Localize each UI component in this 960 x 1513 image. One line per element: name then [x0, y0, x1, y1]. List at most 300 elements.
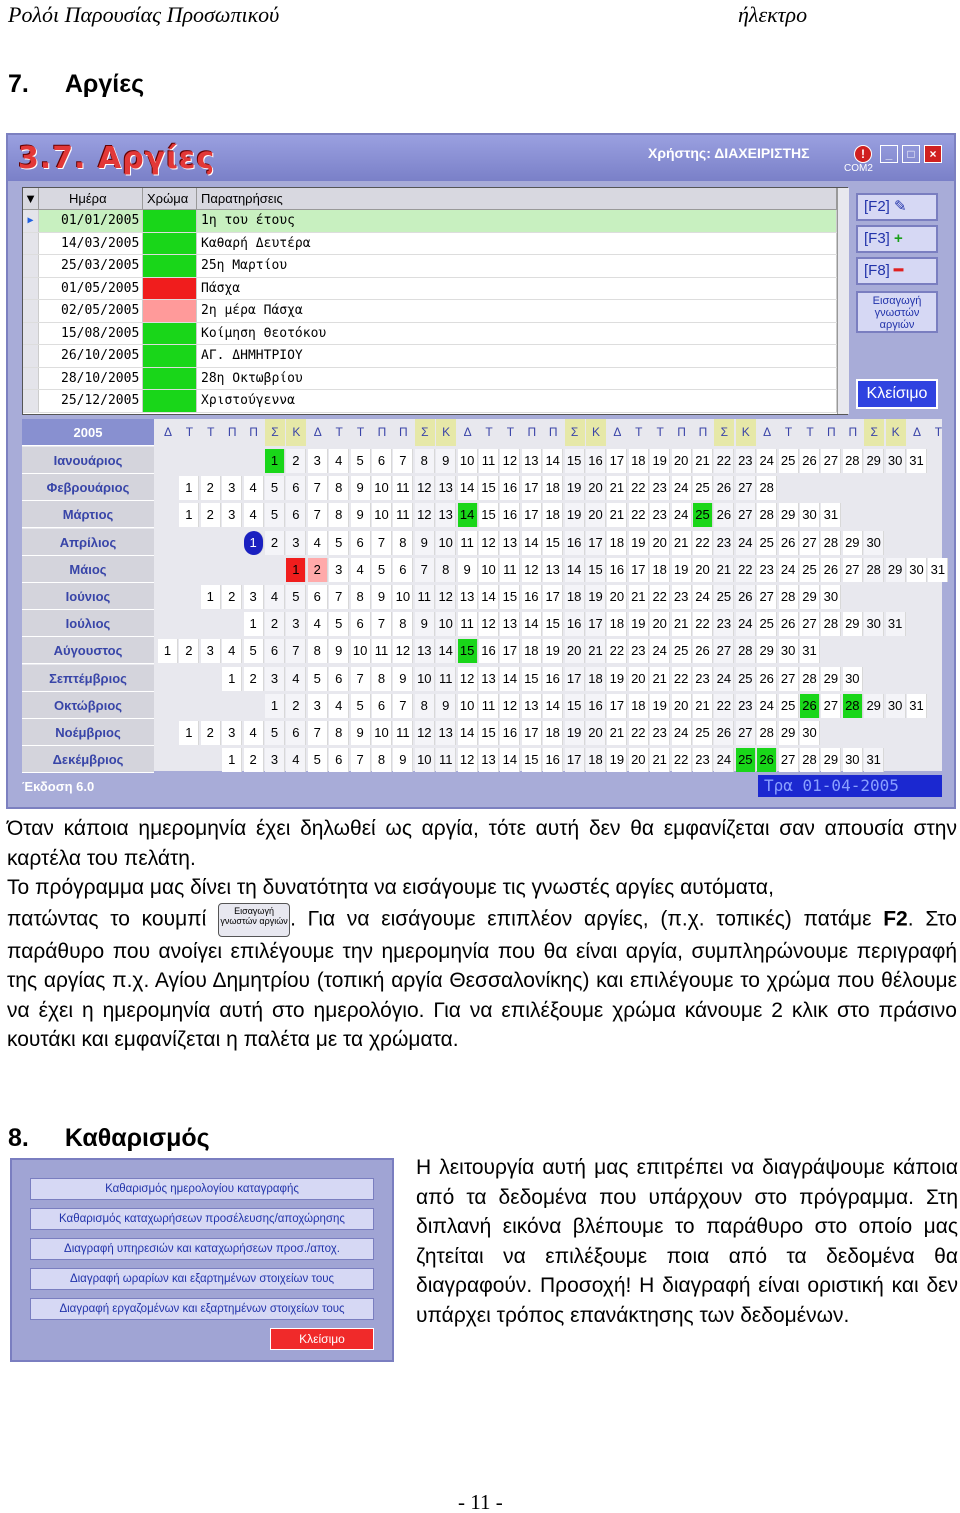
calendar-day[interactable]: 26	[779, 531, 799, 555]
delete-services-button[interactable]: Διαγραφή υπηρεσιών και καταχωρήσεων προσ./αποχ.	[30, 1238, 374, 1260]
calendar-day[interactable]: 2	[265, 612, 285, 636]
calendar-day[interactable]: 28	[800, 667, 820, 691]
table-row[interactable]	[23, 233, 847, 256]
calendar-day[interactable]: 30	[779, 639, 799, 663]
calendar-day[interactable]: 1	[222, 667, 242, 691]
calendar-day[interactable]: 19	[650, 694, 670, 718]
calendar-day[interactable]: 17	[586, 612, 606, 636]
calendar-day[interactable]: 20	[629, 748, 649, 772]
calendar-day[interactable]: 19	[607, 748, 627, 772]
calendar-day[interactable]: 7	[351, 667, 371, 691]
calendar-day[interactable]: 23	[672, 585, 692, 609]
clear-entries-button[interactable]: Καθαρισμός καταχωρήσεων προσέλευσης/αποχώρησης	[30, 1208, 374, 1230]
calendar-day[interactable]: 15	[522, 748, 542, 772]
calendar-day[interactable]: 1	[244, 531, 264, 555]
calendar-day[interactable]: 12	[458, 748, 478, 772]
delete-employees-button[interactable]: Διαγραφή εργαζομένων και εξαρτημένων στοιχείων τους	[30, 1298, 374, 1320]
calendar-day[interactable]: 12	[500, 449, 520, 473]
calendar-day[interactable]: 16	[500, 476, 520, 500]
calendar-day[interactable]: 17	[565, 748, 585, 772]
calendar-day[interactable]: 8	[372, 667, 392, 691]
calendar-day[interactable]: 29	[864, 449, 884, 473]
calendar-day[interactable]: 22	[714, 694, 734, 718]
row-selector[interactable]	[23, 323, 39, 345]
calendar-day[interactable]: 15	[586, 558, 606, 582]
calendar-day[interactable]: 13	[522, 449, 542, 473]
calendar-day[interactable]: 24	[672, 721, 692, 745]
calendar-day[interactable]: 1	[244, 612, 264, 636]
calendar-day[interactable]: 26	[736, 585, 756, 609]
calendar-day[interactable]: 22	[629, 721, 649, 745]
calendar-day[interactable]: 4	[308, 612, 328, 636]
calendar-day[interactable]: 18	[586, 667, 606, 691]
calendar-day[interactable]: 1	[265, 449, 285, 473]
calendar-day[interactable]: 8	[415, 694, 435, 718]
calendar-day[interactable]: 18	[586, 748, 606, 772]
calendar-day[interactable]: 15	[500, 585, 520, 609]
row-selector[interactable]	[23, 345, 39, 367]
calendar-day[interactable]: 30	[821, 585, 841, 609]
calendar-day[interactable]: 9	[372, 585, 392, 609]
calendar-day[interactable]: 21	[672, 531, 692, 555]
calendar-day[interactable]: 2	[244, 748, 264, 772]
calendar-day[interactable]: 23	[714, 612, 734, 636]
calendar-day[interactable]: 7	[351, 748, 371, 772]
year-selector[interactable]: 2005	[22, 419, 154, 446]
calendar-day[interactable]: 23	[736, 449, 756, 473]
calendar-day[interactable]: 13	[436, 721, 456, 745]
calendar-day[interactable]: 27	[843, 558, 863, 582]
calendar-day[interactable]: 9	[436, 449, 456, 473]
calendar-day[interactable]: 16	[500, 503, 520, 527]
calendar-day[interactable]: 21	[586, 639, 606, 663]
calendar-day[interactable]: 11	[393, 503, 413, 527]
calendar-day[interactable]: 1	[265, 694, 285, 718]
calendar-day[interactable]: 26	[693, 639, 713, 663]
calendar-day[interactable]: 5	[265, 476, 285, 500]
calendar-day[interactable]: 2	[244, 667, 264, 691]
calendar-day[interactable]: 13	[458, 585, 478, 609]
delete-button[interactable]	[856, 257, 938, 285]
calendar-day[interactable]: 14	[565, 558, 585, 582]
calendar-day[interactable]: 27	[821, 449, 841, 473]
table-row[interactable]	[23, 278, 847, 301]
calendar-day[interactable]: 5	[308, 748, 328, 772]
calendar-day[interactable]: 24	[736, 531, 756, 555]
calendar-day[interactable]: 20	[565, 639, 585, 663]
calendar-day[interactable]: 14	[522, 612, 542, 636]
calendar-day[interactable]: 11	[436, 748, 456, 772]
calendar-day[interactable]: 18	[650, 558, 670, 582]
calendar-day[interactable]: 22	[714, 449, 734, 473]
calendar-day[interactable]: 27	[800, 612, 820, 636]
calendar-day[interactable]: 17	[586, 531, 606, 555]
calendar-day[interactable]: 11	[479, 449, 499, 473]
calendar-day[interactable]: 16	[586, 449, 606, 473]
calendar-day[interactable]: 5	[244, 639, 264, 663]
calendar-day[interactable]: 7	[308, 476, 328, 500]
calendar-day[interactable]: 14	[458, 476, 478, 500]
calendar-day[interactable]: 24	[757, 694, 777, 718]
calendar-day[interactable]: 5	[308, 667, 328, 691]
calendar-day[interactable]: 6	[329, 667, 349, 691]
calendar-day[interactable]: 6	[351, 612, 371, 636]
calendar-day[interactable]: 13	[522, 694, 542, 718]
calendar-day[interactable]: 2	[286, 449, 306, 473]
calendar-day[interactable]: 4	[244, 503, 264, 527]
calendar-day[interactable]: 20	[607, 585, 627, 609]
calendar-day[interactable]: 25	[736, 667, 756, 691]
calendar-day[interactable]: 26	[757, 667, 777, 691]
calendar-day[interactable]: 8	[308, 639, 328, 663]
calendar-day[interactable]: 8	[372, 748, 392, 772]
calendar-day[interactable]: 2	[201, 476, 221, 500]
calendar-day[interactable]: 26	[757, 748, 777, 772]
calendar-day[interactable]: 6	[286, 503, 306, 527]
calendar-day[interactable]: 31	[928, 558, 948, 582]
calendar-day[interactable]: 16	[586, 694, 606, 718]
calendar-day[interactable]: 14	[500, 667, 520, 691]
calendar-day[interactable]: 18	[522, 639, 542, 663]
calendar-day[interactable]: 3	[222, 476, 242, 500]
calendar-day[interactable]: 16	[522, 585, 542, 609]
calendar-day[interactable]: 6	[372, 694, 392, 718]
calendar-day[interactable]: 22	[607, 639, 627, 663]
calendar-day[interactable]: 19	[586, 585, 606, 609]
calendar-day[interactable]: 11	[393, 721, 413, 745]
calendar-day[interactable]: 19	[565, 476, 585, 500]
calendar-day[interactable]: 30	[907, 558, 927, 582]
calendar-day[interactable]: 1	[179, 503, 199, 527]
calendar-day[interactable]: 28	[843, 449, 863, 473]
calendar-day[interactable]: 23	[693, 748, 713, 772]
calendar-day[interactable]: 16	[565, 612, 585, 636]
calendar-day[interactable]: 6	[329, 748, 349, 772]
calendar-day[interactable]: 9	[436, 694, 456, 718]
calendar-day[interactable]: 1	[158, 639, 178, 663]
calendar-day[interactable]: 29	[821, 748, 841, 772]
calendar-day[interactable]: 13	[436, 476, 456, 500]
calendar-day[interactable]: 14	[500, 748, 520, 772]
calendar-day[interactable]: 29	[821, 667, 841, 691]
calendar-day[interactable]: 5	[372, 558, 392, 582]
calendar-day[interactable]: 23	[693, 667, 713, 691]
calendar-day[interactable]: 25	[693, 721, 713, 745]
calendar-day[interactable]: 23	[757, 558, 777, 582]
calendar-day[interactable]: 4	[244, 476, 264, 500]
calendar-day[interactable]: 10	[351, 639, 371, 663]
calendar-day[interactable]: 15	[543, 612, 563, 636]
calendar-day[interactable]: 11	[393, 476, 413, 500]
calendar-day[interactable]: 3	[222, 503, 242, 527]
calendar-day[interactable]: 10	[415, 748, 435, 772]
calendar-day[interactable]: 12	[522, 558, 542, 582]
calendar-day[interactable]: 3	[308, 449, 328, 473]
calendar-day[interactable]: 17	[607, 449, 627, 473]
calendar-day[interactable]: 29	[779, 721, 799, 745]
calendar-day[interactable]: 9	[393, 667, 413, 691]
calendar-day[interactable]: 28	[757, 503, 777, 527]
calendar-day[interactable]: 24	[650, 639, 670, 663]
calendar-day[interactable]: 15	[543, 531, 563, 555]
calendar-day[interactable]: 25	[779, 449, 799, 473]
calendar-day[interactable]: 24	[693, 585, 713, 609]
maximize-icon[interactable]: □	[902, 145, 920, 163]
calendar-day[interactable]: 7	[286, 639, 306, 663]
calendar-day[interactable]: 21	[714, 558, 734, 582]
calendar-day[interactable]: 20	[586, 476, 606, 500]
calendar-day[interactable]: 6	[351, 531, 371, 555]
calendar-day[interactable]: 24	[714, 748, 734, 772]
calendar-day[interactable]: 1	[179, 476, 199, 500]
calendar-day[interactable]: 20	[672, 694, 692, 718]
column-header-color[interactable]: Χρώμα	[143, 188, 197, 209]
calendar-day[interactable]: 13	[415, 639, 435, 663]
calendar-day[interactable]: 21	[607, 476, 627, 500]
calendar-day[interactable]: 28	[821, 612, 841, 636]
calendar-day[interactable]: 21	[650, 748, 670, 772]
calendar-day[interactable]: 10	[372, 476, 392, 500]
calendar-day[interactable]: 30	[864, 531, 884, 555]
calendar-day[interactable]: 7	[372, 531, 392, 555]
calendar-day[interactable]: 13	[436, 503, 456, 527]
calendar-day[interactable]: 12	[393, 639, 413, 663]
calendar-day[interactable]: 12	[415, 476, 435, 500]
calendar-day[interactable]: 27	[757, 585, 777, 609]
cleanup-close-button[interactable]: Κλείσιμο	[270, 1328, 374, 1350]
calendar-day[interactable]: 13	[479, 748, 499, 772]
calendar-day[interactable]: 5	[351, 449, 371, 473]
table-row[interactable]	[23, 323, 847, 346]
calendar-day[interactable]: 23	[629, 639, 649, 663]
calendar-day[interactable]: 11	[415, 585, 435, 609]
calendar-day[interactable]: 30	[864, 612, 884, 636]
calendar-day[interactable]: 8	[329, 721, 349, 745]
calendar-day[interactable]: 25	[800, 558, 820, 582]
calendar-day[interactable]: 29	[864, 694, 884, 718]
calendar-day[interactable]: 2	[265, 531, 285, 555]
cell-color[interactable]	[143, 345, 197, 367]
calendar-day[interactable]: 27	[800, 531, 820, 555]
calendar-day[interactable]: 23	[736, 694, 756, 718]
sort-arrow-icon[interactable]: ▼	[23, 188, 39, 209]
calendar-day[interactable]: 4	[329, 449, 349, 473]
calendar-day[interactable]: 10	[458, 449, 478, 473]
calendar-day[interactable]: 21	[650, 667, 670, 691]
calendar-day[interactable]: 3	[222, 721, 242, 745]
calendar-day[interactable]: 20	[586, 721, 606, 745]
calendar-day[interactable]: 17	[565, 667, 585, 691]
calendar-day[interactable]: 30	[886, 449, 906, 473]
calendar-day[interactable]: 12	[479, 531, 499, 555]
calendar-day[interactable]: 27	[779, 748, 799, 772]
calendar-day[interactable]: 29	[800, 585, 820, 609]
calendar-day[interactable]: 17	[522, 721, 542, 745]
calendar-day[interactable]: 6	[308, 585, 328, 609]
row-selector[interactable]	[23, 278, 39, 300]
calendar-day[interactable]: 30	[886, 694, 906, 718]
calendar-day[interactable]: 28	[736, 639, 756, 663]
calendar-day[interactable]: 28	[757, 476, 777, 500]
calendar-day[interactable]: 12	[415, 721, 435, 745]
clear-log-button[interactable]: Καθαρισμός ημερολογίου καταγραφής	[30, 1178, 374, 1200]
calendar-day[interactable]: 26	[800, 449, 820, 473]
calendar-day[interactable]: 22	[650, 585, 670, 609]
calendar-day[interactable]: 31	[886, 612, 906, 636]
calendar-day[interactable]: 2	[201, 503, 221, 527]
calendar-day[interactable]: 3	[286, 531, 306, 555]
calendar-day[interactable]: 27	[736, 476, 756, 500]
row-selector[interactable]	[23, 300, 39, 322]
calendar-day[interactable]: 9	[393, 748, 413, 772]
calendar-day[interactable]: 29	[757, 639, 777, 663]
calendar-day[interactable]: 30	[800, 503, 820, 527]
calendar-day[interactable]: 10	[393, 585, 413, 609]
calendar-day[interactable]: 12	[479, 612, 499, 636]
calendar-day[interactable]: 25	[714, 585, 734, 609]
calendar-day[interactable]: 14	[479, 585, 499, 609]
calendar-day[interactable]: 7	[372, 612, 392, 636]
calendar-day[interactable]: 25	[779, 694, 799, 718]
table-row[interactable]	[23, 345, 847, 368]
calendar-day[interactable]: 2	[179, 639, 199, 663]
calendar-day[interactable]: 19	[607, 667, 627, 691]
calendar-day[interactable]: 6	[286, 721, 306, 745]
calendar-day[interactable]: 28	[800, 748, 820, 772]
calendar-day[interactable]: 19	[543, 639, 563, 663]
calendar-day[interactable]: 8	[351, 585, 371, 609]
calendar-day[interactable]: 11	[458, 531, 478, 555]
calendar-day[interactable]: 6	[265, 639, 285, 663]
calendar-day[interactable]: 29	[843, 612, 863, 636]
calendar-day[interactable]: 4	[222, 639, 242, 663]
calendar-day[interactable]: 15	[479, 721, 499, 745]
calendar-day[interactable]: 28	[843, 694, 863, 718]
calendar-day[interactable]: 20	[650, 531, 670, 555]
calendar-day[interactable]: 13	[543, 558, 563, 582]
row-selector[interactable]	[23, 233, 39, 255]
calendar-day[interactable]: 14	[543, 449, 563, 473]
calendar-day[interactable]: 16	[565, 531, 585, 555]
calendar-day[interactable]: 8	[393, 531, 413, 555]
calendar-day[interactable]: 26	[714, 721, 734, 745]
calendar-day[interactable]: 18	[543, 503, 563, 527]
calendar-day[interactable]: 24	[714, 667, 734, 691]
calendar-day[interactable]: 8	[329, 476, 349, 500]
table-row[interactable]	[23, 390, 847, 413]
calendar-day[interactable]: 20	[672, 449, 692, 473]
calendar-day[interactable]: 22	[693, 612, 713, 636]
calendar-day[interactable]: 16	[607, 558, 627, 582]
calendar-day[interactable]: 8	[436, 558, 456, 582]
calendar-day[interactable]: 11	[479, 694, 499, 718]
cell-color[interactable]	[143, 278, 197, 300]
calendar-day[interactable]: 22	[736, 558, 756, 582]
calendar-day[interactable]: 10	[458, 694, 478, 718]
calendar-day[interactable]: 19	[565, 503, 585, 527]
calendar-day[interactable]: 3	[201, 639, 221, 663]
calendar-day[interactable]: 9	[329, 639, 349, 663]
row-selector[interactable]: ▶	[23, 210, 39, 232]
calendar-day[interactable]: 5	[329, 612, 349, 636]
calendar-day[interactable]: 28	[821, 531, 841, 555]
calendar-day[interactable]: 25	[693, 503, 713, 527]
insert-known-holidays-button[interactable]: Εισαγωγή γνωστών αργιών	[856, 291, 938, 333]
calendar-day[interactable]: 8	[393, 612, 413, 636]
calendar-day[interactable]: 30	[843, 748, 863, 772]
cell-color[interactable]	[143, 300, 197, 322]
calendar-day[interactable]: 6	[286, 476, 306, 500]
calendar-day[interactable]: 17	[607, 694, 627, 718]
calendar-day[interactable]: 2	[222, 585, 242, 609]
calendar-day[interactable]: 25	[757, 612, 777, 636]
calendar-day[interactable]: 10	[479, 558, 499, 582]
row-selector[interactable]	[23, 255, 39, 277]
calendar-day[interactable]: 5	[265, 721, 285, 745]
calendar-day[interactable]: 11	[436, 667, 456, 691]
calendar-day[interactable]: 25	[736, 748, 756, 772]
calendar-day[interactable]: 9	[351, 476, 371, 500]
cell-color[interactable]	[143, 255, 197, 277]
cell-color[interactable]	[143, 323, 197, 345]
calendar-day[interactable]: 12	[458, 667, 478, 691]
table-row[interactable]	[23, 255, 847, 278]
column-header-day[interactable]: Ημέρα	[39, 188, 143, 209]
calendar-day[interactable]: 3	[244, 585, 264, 609]
calendar-day[interactable]: 23	[650, 476, 670, 500]
add-button[interactable]	[856, 225, 938, 253]
calendar-day[interactable]: 29	[886, 558, 906, 582]
calendar-day[interactable]: 3	[286, 612, 306, 636]
calendar-day[interactable]: 11	[372, 639, 392, 663]
calendar-day[interactable]: 17	[522, 476, 542, 500]
calendar-day[interactable]: 4	[308, 531, 328, 555]
calendar-day[interactable]: 15	[479, 503, 499, 527]
calendar-day[interactable]: 7	[393, 694, 413, 718]
calendar-day[interactable]: 23	[650, 721, 670, 745]
calendar-day[interactable]: 30	[800, 721, 820, 745]
cell-color[interactable]	[143, 210, 197, 232]
calendar-day[interactable]: 7	[393, 449, 413, 473]
calendar-day[interactable]: 4	[265, 585, 285, 609]
calendar-day[interactable]: 12	[415, 503, 435, 527]
calendar-day[interactable]: 10	[436, 531, 456, 555]
table-row[interactable]	[23, 210, 847, 233]
calendar-day[interactable]: 3	[329, 558, 349, 582]
calendar-day[interactable]: 15	[522, 667, 542, 691]
calendar-day[interactable]: 18	[629, 449, 649, 473]
calendar-day[interactable]: 17	[500, 639, 520, 663]
info-icon[interactable]: !	[854, 145, 872, 163]
calendar-day[interactable]: 14	[522, 531, 542, 555]
row-selector[interactable]	[23, 368, 39, 390]
calendar-day[interactable]: 25	[757, 531, 777, 555]
calendar-day[interactable]: 9	[415, 612, 435, 636]
calendar-day[interactable]: 5	[286, 585, 306, 609]
calendar-day[interactable]: 21	[607, 721, 627, 745]
calendar-day[interactable]: 19	[565, 721, 585, 745]
calendar-day[interactable]: 18	[607, 531, 627, 555]
calendar-day[interactable]: 3	[308, 694, 328, 718]
calendar-day[interactable]: 15	[479, 476, 499, 500]
calendar-day[interactable]: 4	[351, 558, 371, 582]
calendar-day[interactable]: 27	[736, 503, 756, 527]
calendar-day[interactable]: 16	[479, 639, 499, 663]
calendar-day[interactable]: 18	[629, 694, 649, 718]
calendar-day[interactable]: 10	[415, 667, 435, 691]
calendar-day[interactable]: 28	[757, 721, 777, 745]
calendar-day[interactable]: 10	[372, 721, 392, 745]
